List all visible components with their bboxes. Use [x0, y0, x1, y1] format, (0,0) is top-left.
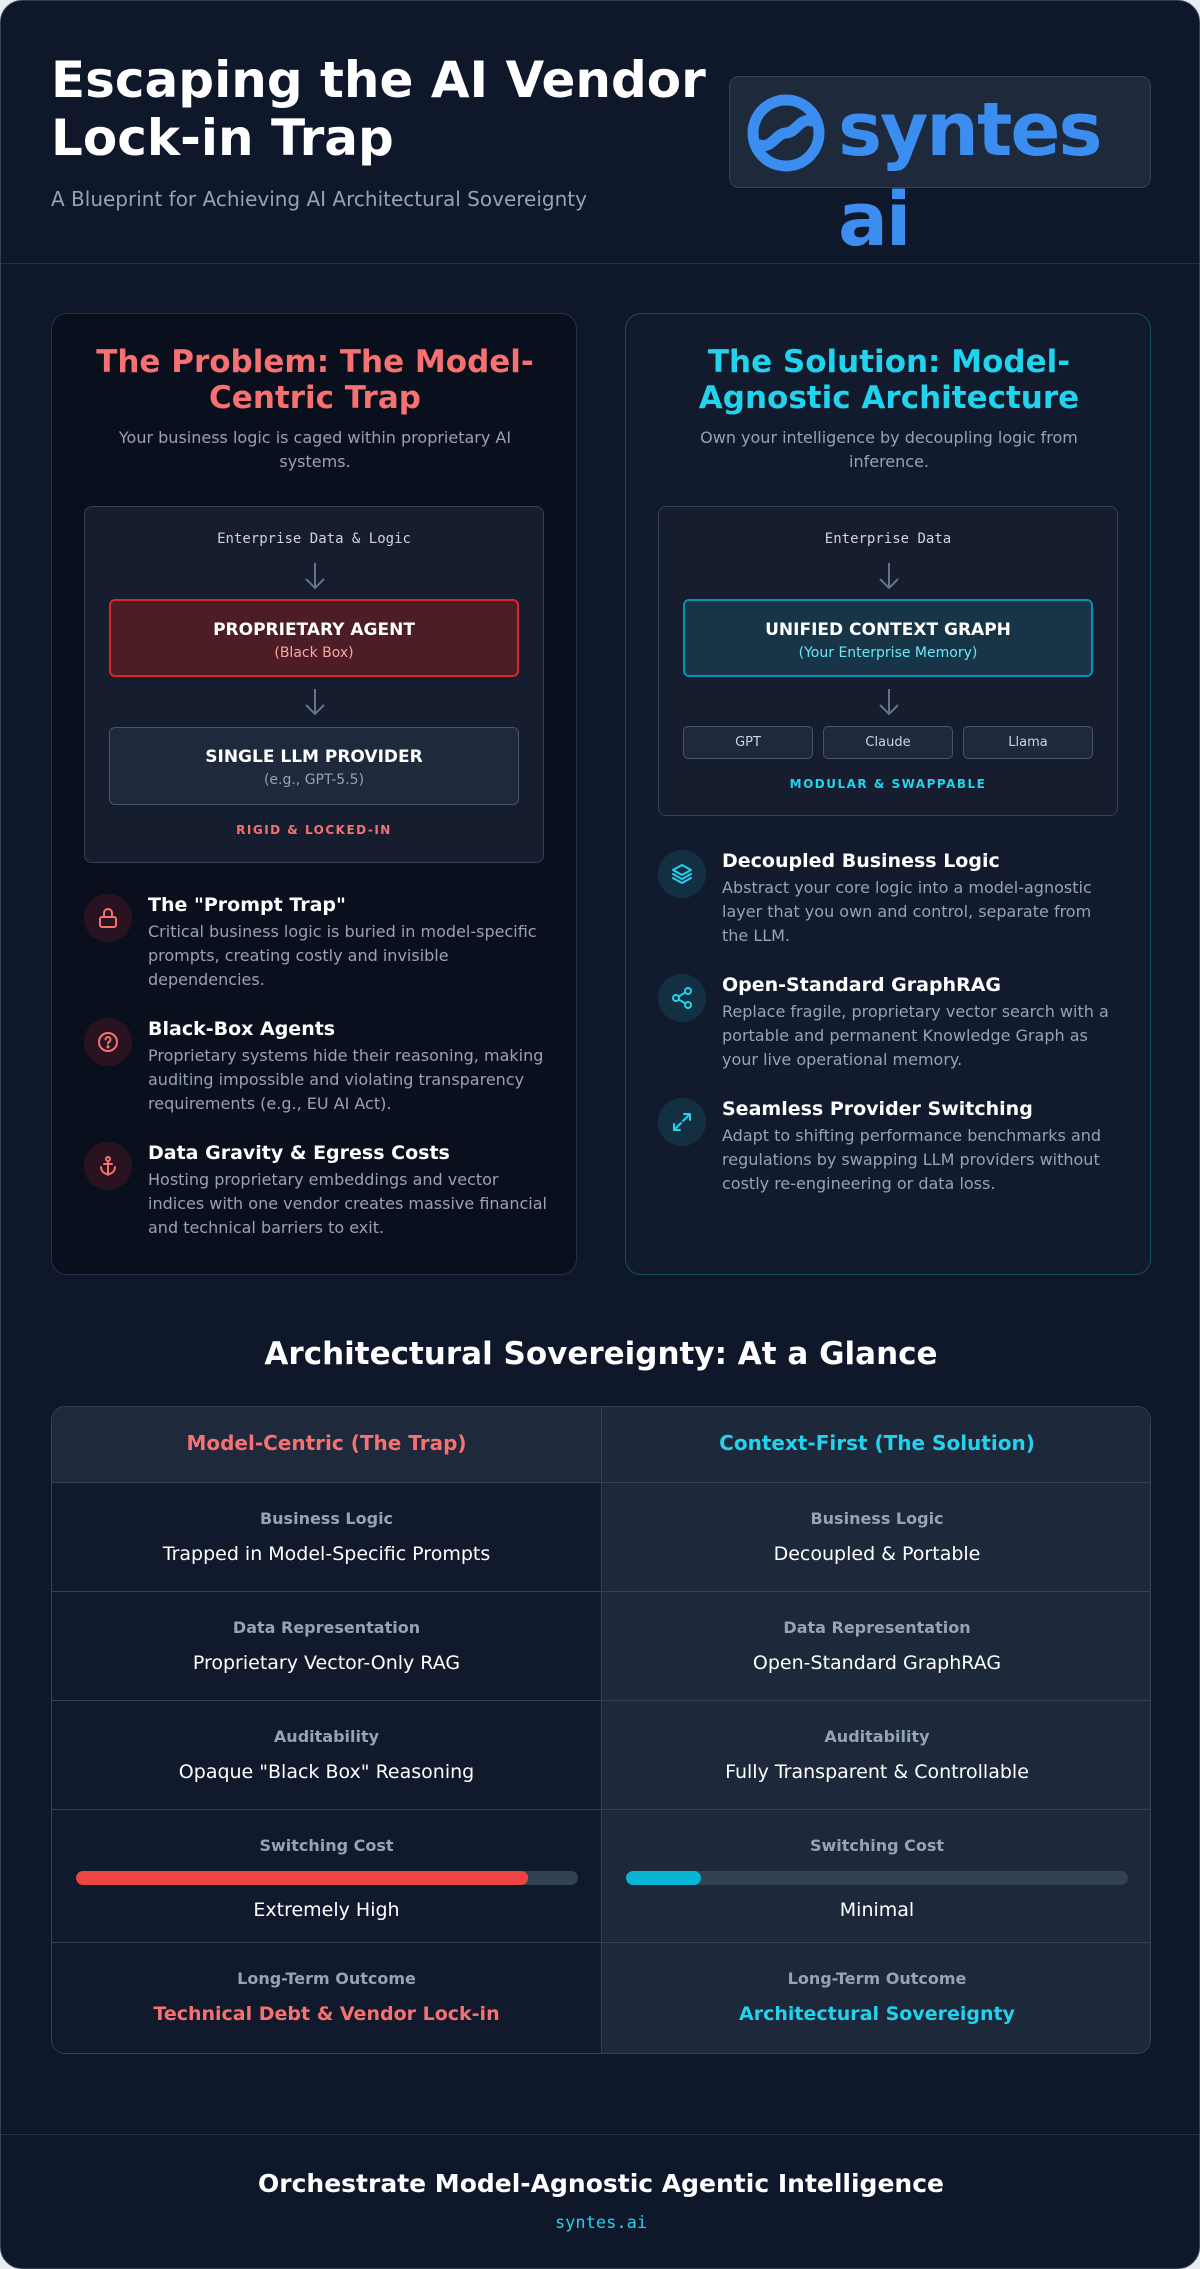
row-value: Minimal [839, 1899, 915, 1921]
page-subtitle: A Blueprint for Achieving AI Architectural Sovereignty [51, 187, 587, 211]
row-label: Data Representation [232, 1618, 421, 1637]
row-value: Proprietary Vector-Only RAG [192, 1652, 461, 1674]
provider-claude: Claude [823, 726, 953, 759]
switching-cost-bar [76, 1871, 578, 1885]
feature-title: Seamless Provider Switching [722, 1098, 1033, 1120]
unified-context-graph-box [683, 599, 1093, 677]
box-title: PROPRIETARY AGENT [213, 620, 415, 640]
footer-link[interactable]: syntes.ai [554, 2213, 648, 2233]
arrow-down-icon [877, 561, 901, 591]
table-cell [52, 1592, 602, 1701]
feature-title: The "Prompt Trap" [148, 894, 346, 916]
feature-title: Black-Box Agents [148, 1018, 336, 1040]
row-value: Fully Transparent & Controllable [725, 1761, 1029, 1783]
problem-title: The Problem: The Model-Centric Trap [96, 344, 534, 416]
diagram-top-label: Enterprise Data [824, 531, 952, 547]
footer [1, 2134, 1200, 2269]
solution-subtitle: Own your intelligence by decoupling logic from inference. [700, 428, 1078, 471]
row-value: Open-Standard GraphRAG [752, 1652, 1002, 1674]
row-value: Decoupled & Portable [773, 1543, 981, 1565]
row-value: Extremely High [253, 1899, 400, 1921]
provider-llama: Llama [963, 726, 1093, 759]
column-header-label: Context-First (The Solution) [719, 1431, 1035, 1455]
table-cell [52, 1810, 602, 1943]
switching-cost-bar [626, 1871, 1128, 1885]
row-label: Switching Cost [809, 1836, 945, 1855]
logo [729, 76, 1151, 263]
table-cell [52, 1483, 602, 1592]
row-label: Long-Term Outcome [237, 1969, 416, 1988]
row-label: Business Logic [259, 1509, 394, 1528]
comparison-table [51, 1406, 1151, 2054]
box-title: UNIFIED CONTEXT GRAPH [765, 620, 1011, 640]
feature-description: Replace fragile, proprietary vector search with a portable and permanent Knowledge Graph as your live operational memory. [722, 1002, 1109, 1069]
row-label: Data Representation [783, 1618, 971, 1637]
feature-description: Adapt to shifting performance benchmarks and regulations by swapping LLM providers without costly re-engineering or data loss. [722, 1126, 1102, 1193]
table-cell [602, 1701, 1151, 1810]
row-value: Technical Debt & Vendor Lock-in [153, 2003, 500, 2025]
column-header-left [52, 1407, 602, 1483]
proprietary-agent-box [109, 599, 519, 677]
row-label: Switching Cost [259, 1836, 394, 1855]
table-cell [602, 1483, 1151, 1592]
diagram-tag: MODULAR & SWAPPABLE [789, 777, 987, 791]
table-cell [52, 1943, 602, 2054]
feature-description: Hosting proprietary embeddings and vector indices with one vendor creates massive financial and technical barriers to exit. [148, 1170, 547, 1237]
solution-title: The Solution: Model-Agnostic Architecture [698, 344, 1080, 416]
switching-cost-bar-fill [626, 1871, 701, 1885]
diagram-top-label: Enterprise Data & Logic [217, 531, 411, 547]
header [1, 1, 1200, 264]
column-header-right [602, 1407, 1151, 1483]
feature-title: Data Gravity & Egress Costs [148, 1142, 450, 1164]
switching-cost-bar-fill [76, 1871, 528, 1885]
feature-description: Proprietary systems hide their reasoning, making auditing impossible and violating transparency requirements (e.g., EU AI Act). [148, 1046, 544, 1113]
lock-icon [84, 894, 132, 942]
row-value: Architectural Sovereignty [739, 2003, 1015, 2025]
arrow-down-icon [303, 687, 327, 717]
row-label: Auditability [824, 1727, 930, 1746]
column-header-label: Model-Centric (The Trap) [186, 1431, 467, 1455]
problem-card [51, 313, 577, 1275]
feature-title: Decoupled Business Logic [722, 850, 1000, 872]
row-label: Long-Term Outcome [787, 1969, 967, 1988]
feature-title: Open-Standard GraphRAG [722, 974, 1002, 996]
comparison-heading: Architectural Sovereignty: At a Glance [264, 1336, 938, 1372]
question-circle-icon [84, 1018, 132, 1066]
provider-gpt: GPT [683, 726, 813, 759]
footer-title: Orchestrate Model-Agnostic Agentic Intelligence [258, 2169, 944, 2198]
box-subtitle: (Black Box) [274, 645, 354, 661]
row-value: Opaque "Black Box" Reasoning [178, 1761, 475, 1783]
box-subtitle: (e.g., GPT-5.5) [263, 772, 365, 788]
layers-icon [658, 850, 706, 898]
expand-arrows-icon [658, 1098, 706, 1146]
table-cell [602, 1810, 1151, 1943]
table-cell [602, 1592, 1151, 1701]
syntes-logo-mark-icon [746, 93, 826, 177]
solution-card [625, 313, 1151, 1275]
problem-subtitle: Your business logic is caged within proprietary AI systems. [118, 428, 512, 471]
box-title: SINGLE LLM PROVIDER [205, 747, 423, 767]
arrow-down-icon [877, 687, 901, 717]
feature-description: Critical business logic is buried in model-specific prompts, creating costly and invisible dependencies. [148, 922, 537, 989]
box-subtitle: (Your Enterprise Memory) [798, 645, 978, 661]
row-label: Auditability [273, 1727, 380, 1746]
arrow-down-icon [303, 561, 327, 591]
single-llm-provider-box [109, 727, 519, 805]
feature-description: Abstract your core logic into a model-agnostic layer that you own and control, separate from the LLM. [722, 878, 1092, 945]
table-cell [52, 1701, 602, 1810]
share-nodes-icon [658, 974, 706, 1022]
anchor-icon [84, 1142, 132, 1190]
row-value: Trapped in Model-Specific Prompts [162, 1543, 491, 1565]
logo-text: syntes ai [838, 87, 1101, 263]
solution-diagram [658, 506, 1118, 816]
table-cell [602, 1943, 1151, 2054]
problem-diagram [84, 506, 544, 863]
page-title: Escaping the AI Vendor Lock-in Trap [51, 51, 706, 167]
diagram-tag: RIGID & LOCKED-IN [236, 823, 392, 837]
row-label: Business Logic [810, 1509, 944, 1528]
